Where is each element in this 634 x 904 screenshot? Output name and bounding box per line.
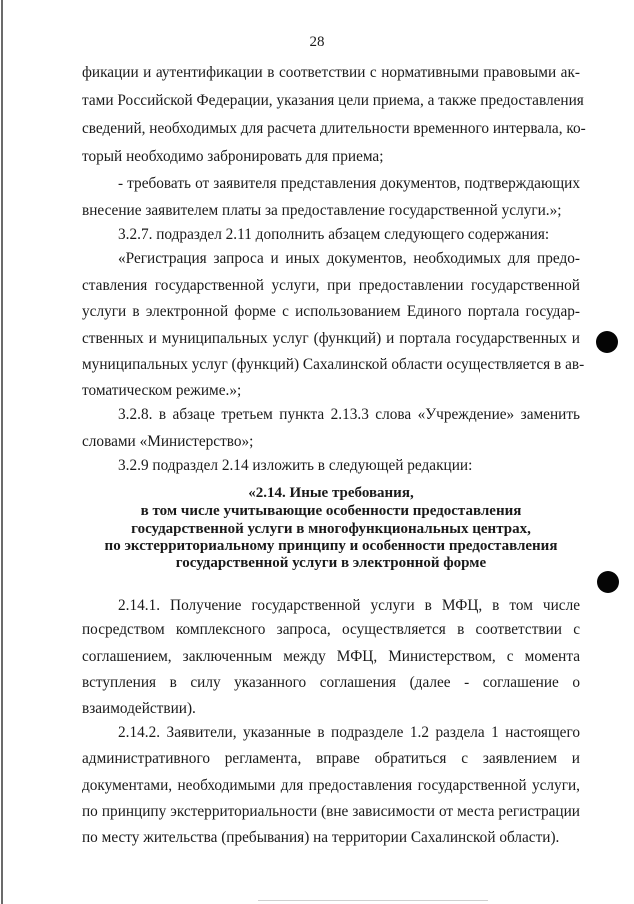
text-line: «Регистрация запроса и иных документов, необходимых для предо- [118, 250, 580, 267]
text-line: ственных и муниципальных услуг (функций) и портала государственных и [82, 330, 580, 347]
page-edge [1, 0, 3, 904]
text-line: - требовать от заявителя представления документов, подтверждающих [118, 175, 580, 192]
text-line: торый необходимо забронировать для приема; [82, 148, 384, 165]
text-line: взаимодействии). [82, 700, 196, 717]
text-line: 3.2.7. подраздел 2.11 дополнить абзацем следующего содержания: [118, 226, 550, 243]
text-line: муниципальных услуг (функций) Сахалинской области осуществляется в ав- [82, 356, 585, 373]
text-line: сведений, необходимых для расчета длительности временного интервала, ко- [82, 120, 586, 137]
text-line: внесение заявителем платы за предоставление государственной услуги.»; [82, 202, 562, 219]
text-line: административного регламента, вправе обратиться с заявлением и [82, 750, 580, 767]
text-line: 3.2.9 подраздел 2.14 изложить в следующей редакции: [118, 457, 473, 474]
text-line: тами Российской Федерации, указания цели приема, а также предоставления [82, 92, 584, 109]
text-line: ставления государственной услуги, при предоставлении государственной [82, 277, 580, 294]
text-line: документами, необходимыми для предоставления государственной услуги, [82, 777, 580, 794]
page-number: 28 [309, 34, 325, 50]
text-line: 2.14.1. Получение государственной услуги в МФЦ, в том числе [118, 597, 580, 614]
text-line: соглашением, заключенным между МФЦ, Министерством, с момента [82, 648, 580, 665]
punch-hole-icon [596, 331, 618, 353]
text-line: по принципу экстерриториальности (вне зависимости от места регистрации [82, 803, 580, 820]
text-line: вступления в силу указанного соглашения (далее - соглашение о [82, 674, 580, 691]
text-line: 2.14.2. Заявители, указанные в подразделе 1.2 раздела 1 настоящего [118, 724, 580, 741]
section-heading-line: государственной услуги в многофункциональных центрах, [131, 521, 531, 537]
text-line: словами «Министерство»; [82, 433, 254, 450]
text-line: посредством комплексного запроса, осуществляется в соответствии с [82, 621, 580, 638]
punch-hole-icon [597, 571, 619, 593]
section-heading-line: в том числе учитывающие особенности предоставления [140, 503, 522, 519]
text-line: 3.2.8. в абзаце третьем пункта 2.13.3 слова «Учреждение» заменить [118, 406, 580, 423]
section-heading-line: по экстерриториальному принципу и особенности предоставления [104, 538, 558, 554]
text-line: по месту жительства (пребывания) на территории Сахалинской области). [82, 829, 560, 846]
text-line: фикации и аутентификации в соответствии с нормативными правовыми ак- [82, 64, 580, 81]
section-heading-line: государственной услуги в электронной форме [175, 555, 487, 571]
section-heading-line: «2.14. Иные требования, [248, 485, 414, 501]
text-line: услуги в электронной форме с использованием Единого портала государ- [82, 303, 580, 320]
text-line: томатическом режиме.»; [82, 382, 242, 399]
bottom-rule [258, 900, 488, 901]
